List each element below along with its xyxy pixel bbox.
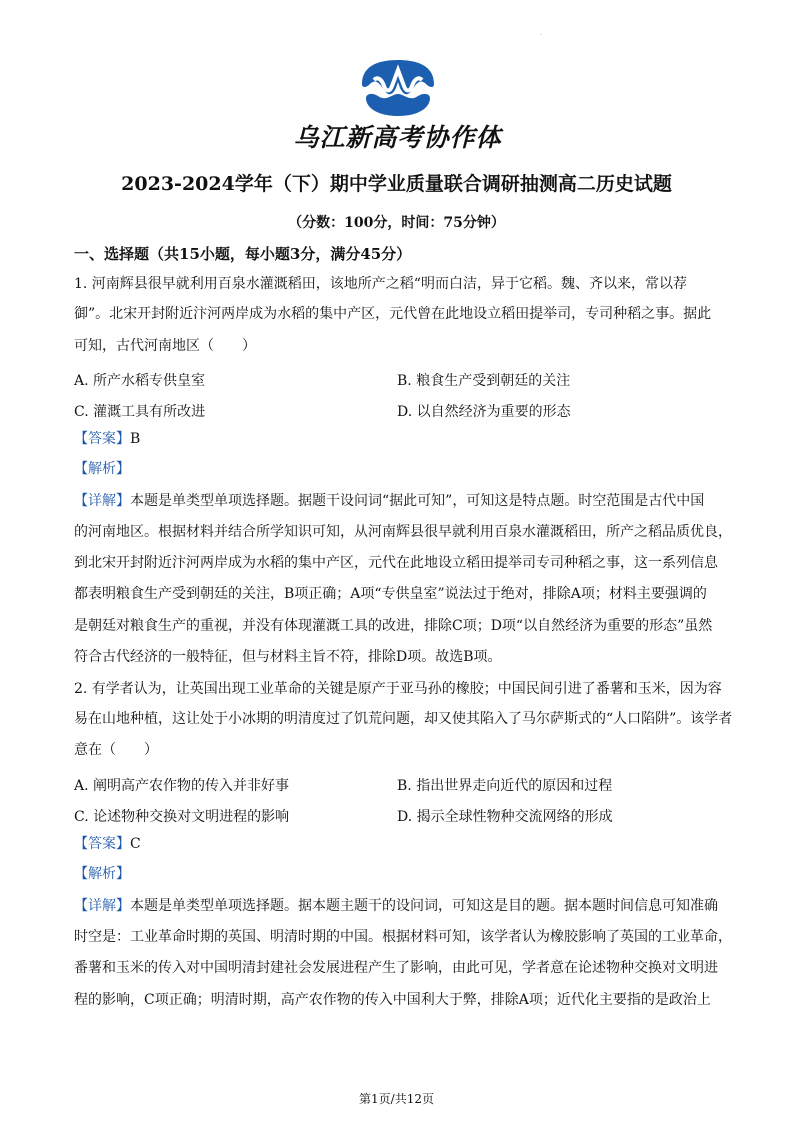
q1-detail-line-6: 符合古代经济的一般特征，但与材料主旨不符，排除D项。故选B项。 <box>74 649 502 665</box>
q2-option-b: B. 指出世界走向近代的原因和过程 <box>397 778 613 794</box>
q2-detail-text-1: 本题是单类型单项选择题。据本题主题干的设问词，可知这是目的题。据本题时间信息可知准确 <box>130 898 718 914</box>
q1-answer <box>74 432 140 446</box>
answer-value: B <box>130 431 141 447</box>
q1-stem-line-3: 可知，古代河南地区（ ） <box>74 338 256 354</box>
score-info: （分数：100分，时间：75分钟） <box>288 215 505 231</box>
exam-title: 2023-2024学年（下）期中学业质量联合调研抽测高二历史试题 <box>121 173 672 195</box>
q2-answer <box>74 837 141 851</box>
answer-tag: 【答案】 <box>74 431 130 447</box>
q1-detail-line-4: 都表明粮食生产受到朝廷的关注，B项正确；A项“专供皇室”说法过于绝对，排除A项；材料主要强调的 <box>74 586 707 602</box>
organization-logo <box>358 58 438 120</box>
detail-tag: 【详解】 <box>74 493 130 509</box>
q1-detail-line-3: 到北宋开封附近汴河两岸成为水稻的集中产区，元代在此地设立稻田提举司专司种稻之事，这一系列信息 <box>74 555 718 571</box>
q2-option-c: C. 论述物种交换对文明进程的影响 <box>74 809 290 825</box>
answer-value: C <box>130 836 141 852</box>
q2-detail-line-3: 番薯和玉米的传入对中国明清封建社会发展进程产生了影响，由此可见，学者意在论述物种交换对文明进 <box>74 960 718 976</box>
q2-option-d: D. 揭示全球性物种交流网络的形成 <box>397 809 613 825</box>
q1-option-b: B. 粮食生产受到朝廷的关注 <box>397 373 571 389</box>
q1-option-a: A. 所产水稻专供皇室 <box>74 373 206 389</box>
q2-detail-line-4: 程的影响，C项正确；明清时期，高产农作物的传入中国利大于弊，排除A项；近代化主要指的是政治上 <box>74 992 711 1008</box>
decorative-dot: · <box>540 32 542 39</box>
q2-detail-line-1 <box>74 899 718 913</box>
q1-option-d: D. 以自然经济为重要的形态 <box>397 404 571 420</box>
analysis-tag: 【解析】 <box>74 866 130 882</box>
q2-detail-line-2: 时空是：工业革命时期的英国、明清时期的中国。根据材料可知，该学者认为橡胶影响了英国的工业革命， <box>74 929 732 945</box>
q1-detail-line-2: 的河南地区。根据材料并结合所学知识可知，从河南辉县很早就利用百泉水灌溉稻田，所产之稻品质优良， <box>74 524 732 540</box>
q1-option-c: C. 灌溉工具有所改进 <box>74 404 206 420</box>
organization-name: 乌江新高考协作体 <box>293 123 502 152</box>
q1-detail-line-1 <box>74 494 704 508</box>
q1-detail-line-5: 是朝廷对粮食生产的重视，并没有体现灌溉工具的改进，排除C项；D项“以自然经济为重要的形态”虽然 <box>74 618 713 634</box>
q1-stem-line-1: 1. 河南辉县很早就利用百泉水灌溉稻田，该地所产之稻“明而白洁，异于它稻。魏、齐以来，常以荐 <box>74 276 687 292</box>
detail-tag: 【详解】 <box>74 898 130 914</box>
q2-analysis-tag <box>74 867 130 881</box>
q1-analysis-tag <box>74 462 130 476</box>
q2-stem-line-1: 2. 有学者认为，让英国出现工业革命的关键是原产于亚马孙的橡胶；中国民间引进了番薯和玉米，因为容 <box>74 681 722 697</box>
q2-option-a: A. 阐明高产农作物的传入并非好事 <box>74 778 290 794</box>
q1-stem-line-2: 御”。北宋开封附近汴河两岸成为水稻的集中产区，元代曾在此地设立稻田提举司，专司种稻之事。据此 <box>74 306 712 322</box>
q1-detail-text-1: 本题是单类型单项选择题。据题干设问词“据此可知”，可知这是特点题。时空范围是古代中国 <box>130 493 705 509</box>
page-number: 第1页/共12页 <box>359 1092 434 1106</box>
q2-stem-line-3: 意在（ ） <box>74 742 158 758</box>
analysis-tag: 【解析】 <box>74 461 130 477</box>
answer-tag: 【答案】 <box>74 836 130 852</box>
q2-stem-line-2: 易在山地种植，这让处于小冰期的明清度过了饥荒问题，却又使其陷入了马尔萨斯式的“人口陷阱”。该学者 <box>74 711 733 727</box>
section-title: 一、选择题（共15小题，每小题3分，满分45分） <box>74 245 412 263</box>
